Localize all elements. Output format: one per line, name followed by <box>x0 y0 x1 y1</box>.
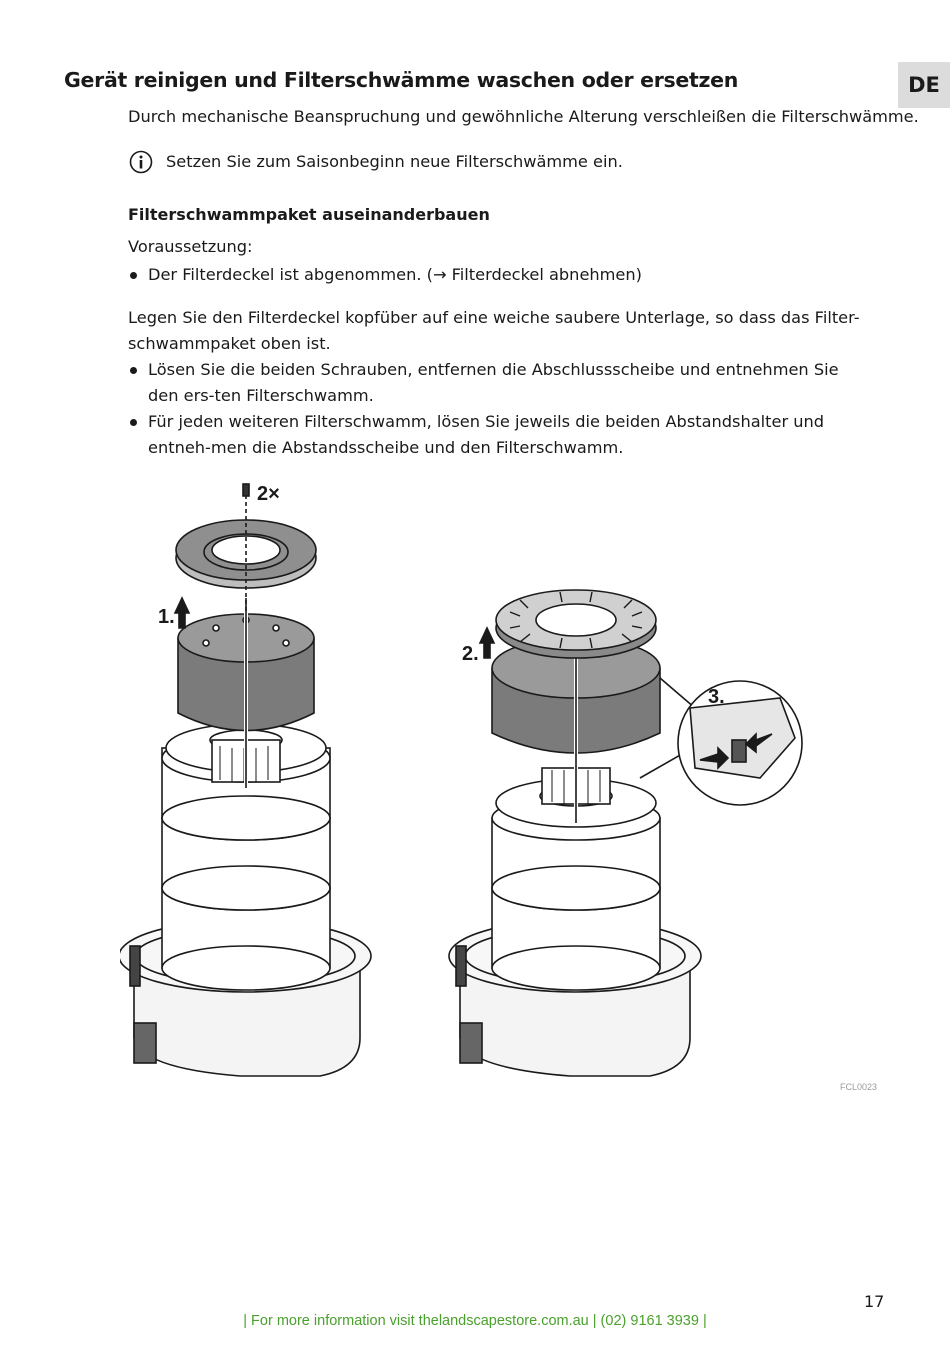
info-icon <box>128 149 154 175</box>
step-list <box>128 357 868 461</box>
list-item: Lösen Sie die beiden Schrauben, entfernen die Abschlussscheibe und entnehmen Sie den ers-ten Filterschwamm. <box>128 357 868 409</box>
prerequisite-label: Voraussetzung: <box>128 237 253 256</box>
info-note <box>128 149 623 175</box>
prerequisite-list <box>128 262 868 288</box>
filter-disassembly-illustration <box>120 478 890 1098</box>
step-2-label: 2. <box>462 643 479 665</box>
page-title: Gerät reinigen und Filterschwämme waschen oder ersetzen <box>64 68 739 92</box>
figure-code: FCL0023 <box>840 1082 878 1092</box>
instruction-paragraph: Legen Sie den Filterdeckel kopfüber auf eine weiche saubere Unterlage, so dass das Filter-schwammpaket oben ist. <box>128 308 860 353</box>
screw-count-label: 2× <box>257 483 280 505</box>
page-number: 17 <box>864 1292 885 1311</box>
footer-info: | For more information visit thelandscapestore.com.au | (02) 9161 3939 | <box>243 1313 707 1329</box>
intro-paragraph: Durch mechanische Beanspruchung und gewöhnliche Alterung verschleißen die Filterschwämme. <box>128 107 919 126</box>
left-filter-assembly <box>120 484 371 1076</box>
list-item: Für jeden weiteren Filterschwamm, lösen Sie jeweils die beiden Abstandshalter und entneh-men die Abstandsscheibe und den Filterschwamm. <box>128 409 868 461</box>
section-heading: Filterschwammpaket auseinanderbauen <box>128 205 490 224</box>
step-1-label: 1. <box>158 606 175 628</box>
language-tab: DE <box>898 62 950 108</box>
right-filter-assembly <box>449 590 802 1076</box>
info-note-text: Setzen Sie zum Saisonbeginn neue Filterschwämme ein. <box>166 152 623 171</box>
step-3-label: 3. <box>708 686 725 708</box>
list-item: Der Filterdeckel ist abgenommen. (→ Filterdeckel abnehmen) <box>128 262 868 288</box>
